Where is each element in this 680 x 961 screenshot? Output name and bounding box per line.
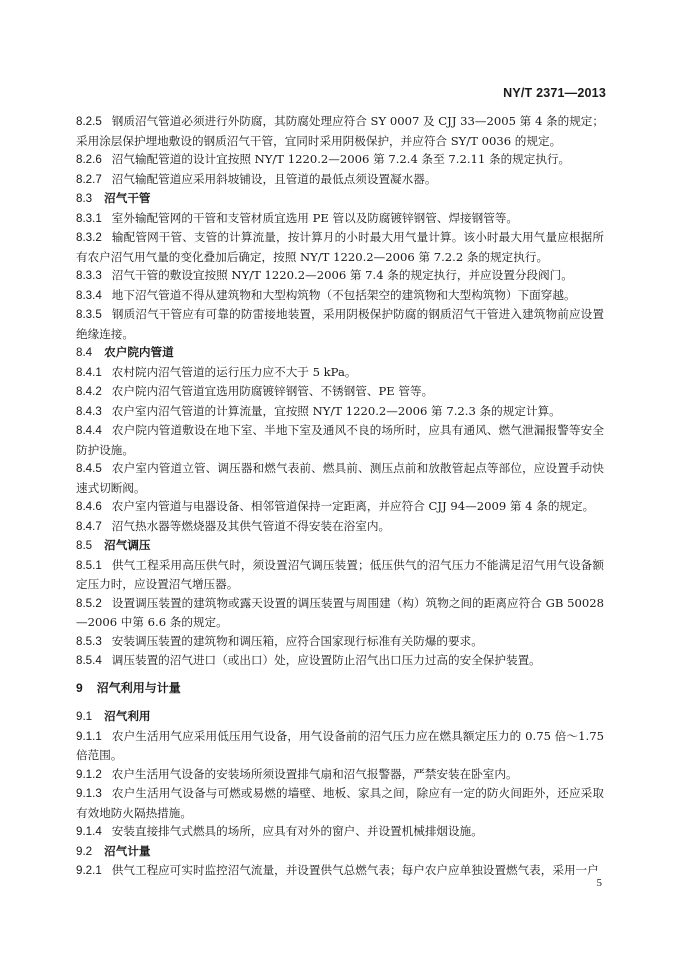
clause-text: 钢质沼气干管应有可靠的防雷接地装置，采用阴极保护防腐的钢质沼气干管进入建筑物前应设置绝缘连接。 <box>76 307 604 341</box>
clause-number: 8.3.2 <box>76 231 102 244</box>
clause-paragraph <box>76 517 604 537</box>
document-body <box>76 112 604 881</box>
clause-text: 农户生活用气设备的安装场所须设置排气扇和沼气报警器，严禁安装在卧室内。 <box>111 766 518 781</box>
clause-text: 农户生活用气设备与可燃或易燃的墙壁、地板、家具之间，除应有一定的防火间距外，还应采取有效地防火隔热措施。 <box>76 786 604 820</box>
clause-paragraph <box>76 822 604 842</box>
clause-paragraph <box>76 363 604 383</box>
clause-text: 农村院内沼气管道的运行压力应不大于 5 kPa。 <box>111 364 357 379</box>
clause-text: 安装直接排气式燃具的场所，应具有对外的窗户、并设置机械排烟设施。 <box>111 824 483 838</box>
section-heading <box>76 536 604 556</box>
clause-text: 沼气干管的敷设宜按照 NY/T 1220.2—2006 第 7.4 条的规定执行，并应设置分段阀门。 <box>111 268 573 282</box>
clause-paragraph <box>76 861 604 881</box>
clause-number: 9.1.1 <box>76 729 102 743</box>
clause-paragraph <box>76 286 604 306</box>
clause-number: 9.1 <box>76 710 93 723</box>
clause-paragraph <box>76 727 604 765</box>
clause-text: 农户院内管道敷设在地下室、半地下室及通风不良的场所时，应具有通风、燃气泄漏报警等安全防护设施。 <box>76 423 604 457</box>
clause-paragraph <box>76 632 604 652</box>
clause-number: 8.2.5 <box>76 115 102 128</box>
clause-text: 室外输配管网的干管和支管材质宜选用 PE 管以及防腐镀锌钢管、焊接钢管等。 <box>111 210 519 225</box>
clause-paragraph <box>76 765 604 785</box>
clause-number: 8.5 <box>76 539 93 552</box>
clause-number: 8.3 <box>76 192 93 205</box>
clause-paragraph <box>76 228 604 266</box>
clause-number: 9.1.4 <box>76 825 102 838</box>
clause-number: 8.3.5 <box>76 308 102 321</box>
clause-paragraph <box>76 382 604 402</box>
clause-text: 沼气输配管道应采用斜坡铺设，且管道的最低点须设置凝水器。 <box>111 171 437 186</box>
clause-text: 沼气热水器等燃烧器及其供气管道不得安装在浴室内。 <box>111 518 391 533</box>
clause-number: 8.5.1 <box>76 558 102 572</box>
clause-paragraph <box>76 305 604 343</box>
clause-number: 8.3.3 <box>76 269 102 282</box>
clause-text: 农户室内管道立管、调压器和燃气表前、燃具前、测压点前和放散管起点等部位，应设置手动快速式切断阀。 <box>76 461 604 495</box>
clause-number: 8.5.3 <box>76 634 102 648</box>
page-number: 5 <box>596 877 602 889</box>
section-heading <box>76 343 604 363</box>
clause-text: 地下沼气管道不得从建筑物和大型构筑物（不包括架空的建筑物和大型构筑物）下面穿越。 <box>111 287 576 302</box>
clause-number: 8.5.2 <box>76 596 102 610</box>
clause-text: 调压装置的沼气进口（或出口）处，应设置防止沼气出口压力过高的安全保护装置。 <box>111 653 541 667</box>
clause-number: 8.4.4 <box>76 424 102 437</box>
clause-number: 8.4.2 <box>76 385 102 398</box>
clause-paragraph <box>76 209 604 229</box>
clause-paragraph <box>76 170 604 190</box>
clause-number: 8.3.4 <box>76 288 102 302</box>
clause-text: 沼气输配管道的设计宜按照 NY/T 1220.2—2006 第 7.2.4 条至 7.2.11 条的规定执行。 <box>111 152 571 166</box>
clause-text: 沼气干管 <box>104 191 151 205</box>
clause-paragraph <box>76 459 604 497</box>
chapter-heading <box>76 679 604 698</box>
clause-text: 农户院内沼气管道宜选用防腐镀锌钢管、不锈钢管、PE 管等。 <box>111 384 434 398</box>
clause-paragraph <box>76 421 604 459</box>
standard-code-header: NY/T 2371—2013 <box>503 86 606 100</box>
clause-number: 8.4 <box>76 346 93 359</box>
clause-number: 8.4.3 <box>76 404 102 418</box>
clause-text: 安装调压装置的建筑物和调压箱，应符合国家现行标准有关防爆的要求。 <box>111 633 483 648</box>
clause-text: 设置调压装置的建筑物或露天设置的调压装置与周围建（构）筑物之间的距离应符合 GB 50028—2006 中第 6.6 条的规定。 <box>76 595 604 629</box>
clause-text: 沼气利用 <box>104 709 151 723</box>
clause-number: 9.1.3 <box>76 787 102 800</box>
clause-paragraph <box>76 112 604 150</box>
section-heading <box>76 842 604 862</box>
clause-number: 8.2.7 <box>76 172 102 186</box>
clause-text: 农户院内管道 <box>104 345 174 359</box>
clause-text: 农户生活用气应采用低压用气设备，用气设备前的沼气压力应在燃具额定压力的 0.75 倍～1.75 倍范围。 <box>76 728 604 762</box>
clause-number: 9.1.2 <box>76 767 102 781</box>
clause-number: 8.4.6 <box>76 500 102 513</box>
clause-number: 9 <box>76 680 83 695</box>
section-heading <box>76 707 604 727</box>
clause-number: 9.2 <box>76 844 93 858</box>
clause-text: 供气工程应可实时监控沼气流量，并设置供气总燃气表；每户农户应单独设置燃气表，采用一户 <box>111 863 599 877</box>
clause-text: 沼气计量 <box>104 843 151 858</box>
clause-text: 沼气调压 <box>104 538 151 552</box>
clause-paragraph <box>76 594 604 632</box>
clause-paragraph <box>76 784 604 822</box>
clause-number: 8.4.5 <box>76 462 102 475</box>
clause-paragraph <box>76 497 604 517</box>
clause-number: 8.4.1 <box>76 365 102 379</box>
clause-text: 输配管网干管、支管的计算流量，按计算月的小时最大用气量计算。该小时最大用气量应根据所有农户沼气用气量的变化叠加后确定，按照 NY/T 1220.2—2006 第 7.2.2 条的规定执行。 <box>76 230 604 264</box>
clause-number: 8.2.6 <box>76 153 102 166</box>
clause-number: 8.5.4 <box>76 654 102 667</box>
clause-paragraph <box>76 266 604 286</box>
clause-number: 8.4.7 <box>76 519 102 533</box>
clause-paragraph <box>76 651 604 671</box>
clause-number: 9.2.1 <box>76 864 102 877</box>
clause-text: 农户室内管道与电器设备、相邻管道保持一定距离，并应符合 CJJ 94—2009 第 4 条的规定。 <box>111 499 595 513</box>
clause-number: 8.3.1 <box>76 211 102 225</box>
clause-paragraph <box>76 402 604 422</box>
clause-paragraph <box>76 556 604 594</box>
clause-paragraph <box>76 150 604 170</box>
clause-text: 农户室内沼气管道的计算流量，宜按照 NY/T 1220.2—2006 第 7.2.3 条的规定计算。 <box>111 403 561 418</box>
clause-text: 供气工程采用高压供气时，须设置沼气调压装置；低压供气的沼气压力不能满足沼气用气设备额定压力时，应设置沼气增压器。 <box>76 557 604 591</box>
clause-text: 沼气利用与计量 <box>96 680 181 695</box>
clause-text: 钢质沼气管道必须进行外防腐，其防腐处理应符合 SY 0007 及 CJJ 33—2005 第 4 条的规定；采用涂层保护埋地敷设的钢质沼气干管，宜同时采用阴极保护，并应符合 SY/T 0036 的规定。 <box>76 114 604 148</box>
section-heading <box>76 189 604 209</box>
